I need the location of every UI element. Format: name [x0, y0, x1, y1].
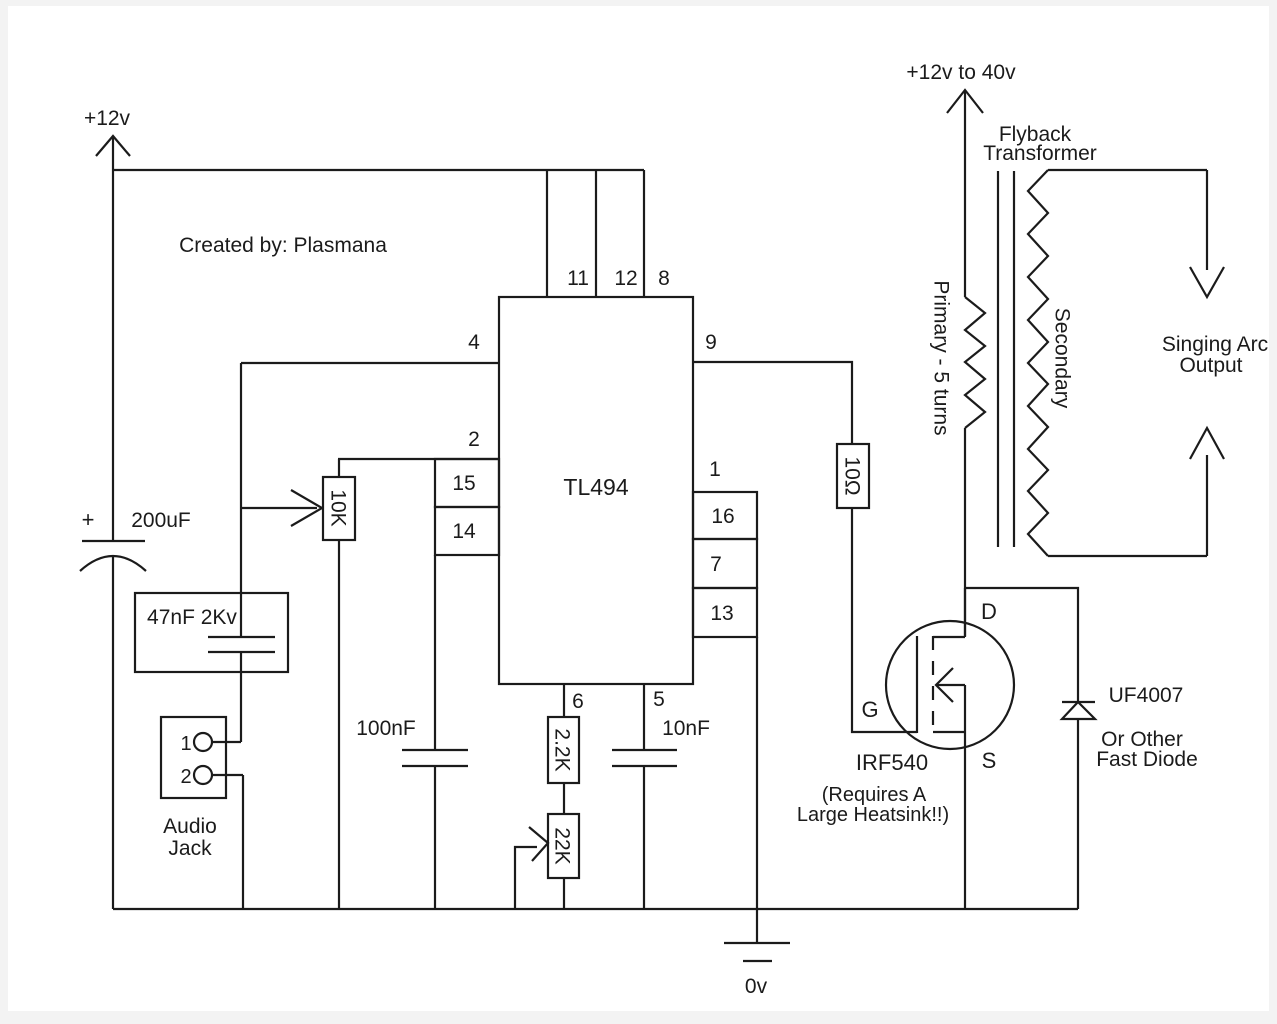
cap-47nf-value: 47nF 2Kv: [147, 606, 237, 629]
diode-note-line1: Or Other: [1101, 728, 1183, 751]
pin-1-label: 1: [709, 458, 721, 481]
pin-2-label: 2: [468, 428, 480, 451]
pin-14-label: 14: [452, 520, 476, 543]
mosfet-name: IRF540: [855, 750, 929, 775]
diode-name: UF4007: [1108, 684, 1184, 707]
pin-9-label: 9: [705, 331, 717, 354]
audio-jack-name-line1: Audio: [163, 815, 217, 838]
pin-13-label: 13: [710, 602, 734, 625]
audio-jack-pin1-terminal: [194, 733, 212, 751]
resistor-2k2-value: 2.2K: [550, 728, 574, 772]
cap-100nf-value: 100nF: [356, 717, 416, 740]
secondary-label: Secondary: [1050, 307, 1074, 409]
output-label-line2: Output: [1179, 354, 1243, 377]
pot-22k-value: 22K: [550, 827, 574, 865]
ground-label: 0v: [744, 975, 768, 998]
resistor-10ohm-value: 10Ω: [840, 456, 864, 496]
mosfet-note-line1: (Requires A: [821, 784, 927, 806]
ic-name: TL494: [563, 474, 629, 500]
pin-8-label: 8: [658, 267, 670, 290]
mosfet-note-line2: Large Heatsink!!): [796, 804, 950, 826]
mosfet-source-label: S: [981, 748, 997, 773]
primary-label: Primary - 5 turns: [929, 280, 953, 436]
left-rail-label: +12v: [83, 107, 131, 130]
audio-jack-pin2-label: 2: [180, 766, 192, 788]
pin-6-label: 6: [572, 690, 584, 713]
output-label-line1: Singing Arc: [1161, 333, 1269, 356]
transformer-name-line2: Transformer: [983, 142, 1097, 165]
mosfet-gate-label: G: [861, 697, 879, 722]
pin-4-label: 4: [468, 331, 480, 354]
mosfet-drain-label: D: [981, 599, 997, 624]
cap-200uf-polarity: +: [81, 507, 95, 532]
pin-5-label: 5: [653, 688, 665, 711]
pot-10k-value: 10K: [326, 489, 350, 527]
audio-jack-pin2-terminal: [194, 766, 212, 784]
transformer-name-line1: Flyback: [998, 123, 1072, 146]
cap-200uf-value: 200uF: [131, 509, 191, 532]
author-note: Created by: Plasmana: [179, 234, 387, 257]
cap-10nf-value: 10nF: [662, 717, 710, 740]
diode-note-line2: Fast Diode: [1096, 748, 1198, 771]
right-rail-label: +12v to 40v: [906, 61, 1016, 84]
pin-7-label: 7: [710, 553, 722, 576]
pin-12-label: 12: [614, 267, 638, 290]
audio-jack-pin1-label: 1: [180, 733, 192, 755]
pin-11-label: 11: [567, 267, 589, 290]
audio-jack-name-line2: Jack: [168, 837, 212, 860]
pin-15-label: 15: [452, 472, 476, 495]
pin-16-label: 16: [711, 505, 735, 528]
